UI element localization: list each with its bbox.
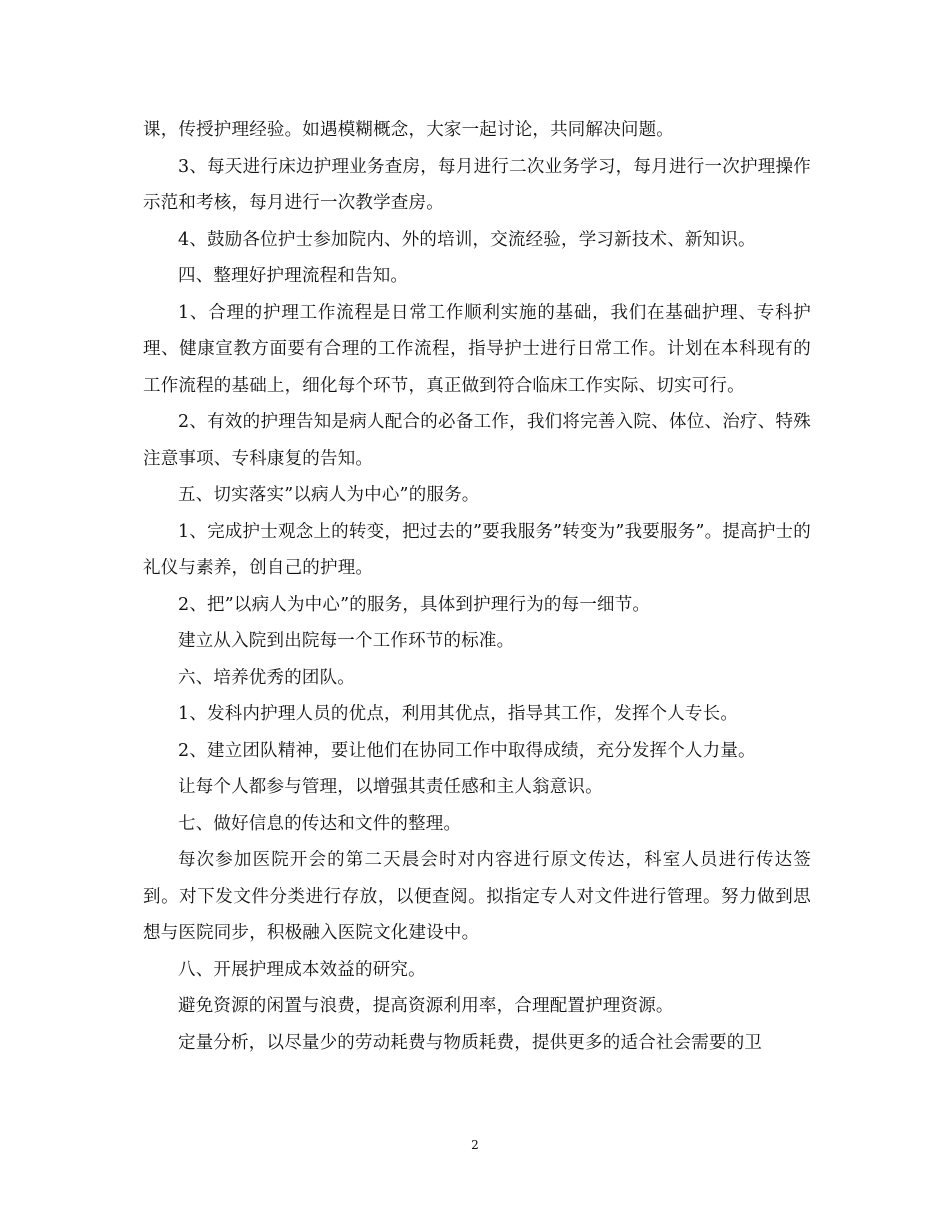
paragraph-workflow-1: 1、合理的护理工作流程是日常工作顺利实施的基础，我们在基础护理、专科护理、健康宣教方面要有合理的工作流程，指导护士进行日常工作。计划在本科现有的工作流程的基础上，细化每个环节，真正做到符合临床工作实际、切实可行。 — [143, 302, 811, 396]
paragraph-service-2: 2、把”以病人为中心”的服务，具体到护理行为的每一细节。 — [178, 594, 651, 615]
paragraph-continuation: 课，传授护理经验。如遇模糊概念，大家一起讨论，共同解决问题。 — [143, 120, 674, 140]
section-heading-5: 五、切实落实”以病人为中心”的服务。 — [178, 485, 480, 505]
section-heading-7: 七、做好信息的传达和文件的整理。 — [178, 813, 462, 834]
section-heading-8: 八、开展护理成本效益的研究。 — [178, 959, 426, 980]
paragraph-item-3: 3、每天进行床边护理业务查房，每月进行二次业务学习，每月进行一次护理操作示范和考核，每月进行一次教学查房。 — [143, 156, 811, 213]
section-heading-4: 四、整理好护理流程和告知。 — [178, 266, 409, 286]
document-body — [143, 112, 811, 1061]
paragraph-information: 每次参加医院开会的第二天晨会时对内容进行原文传达，科室人员进行传达签到。对下发文件分类进行存放，以便查阅。拟指定专人对文件进行管理。努力做到思想与医院同步，积极融入医院文化建设中。 — [143, 850, 811, 943]
paragraph-participation: 让每个人都参与管理，以增强其责任感和主人翁意识。 — [178, 777, 603, 797]
paragraph-notification-2: 2、有效的护理告知是病人配合的必备工作，我们将完善入院、体位、治疗、特殊注意事项、专科康复的告知。 — [143, 412, 811, 469]
section-heading-6: 六、培养优秀的团队。 — [178, 667, 355, 688]
paragraph-team-1: 1、发科内护理人员的优点，利用其优点，指导其工作，发挥个人专长。 — [178, 704, 739, 724]
paragraph-resources: 避免资源的闲置与浪费，提高资源利用率，合理配置护理资源。 — [178, 996, 674, 1016]
paragraph-quantitative-analysis: 定量分析，以尽量少的劳动耗费与物质耗费，提供更多的适合社会需要的卫 — [178, 1032, 763, 1053]
paragraph-standard: 建立从入院到出院每一个工作环节的标准。 — [178, 631, 515, 651]
paragraph-team-2: 2、建立团队精神，要让他们在协同工作中取得成绩，充分发挥个人力量。 — [178, 740, 756, 761]
page-number: 2 — [471, 1138, 479, 1152]
paragraph-item-4: 4、鼓励各位护士参加院内、外的培训，交流经验，学习新技术、新知识。 — [178, 229, 756, 250]
paragraph-service-1: 1、完成护士观念上的转变，把过去的”要我服务”转变为”我要服务”。提高护士的礼仪与素养，创自己的护理。 — [143, 521, 811, 578]
